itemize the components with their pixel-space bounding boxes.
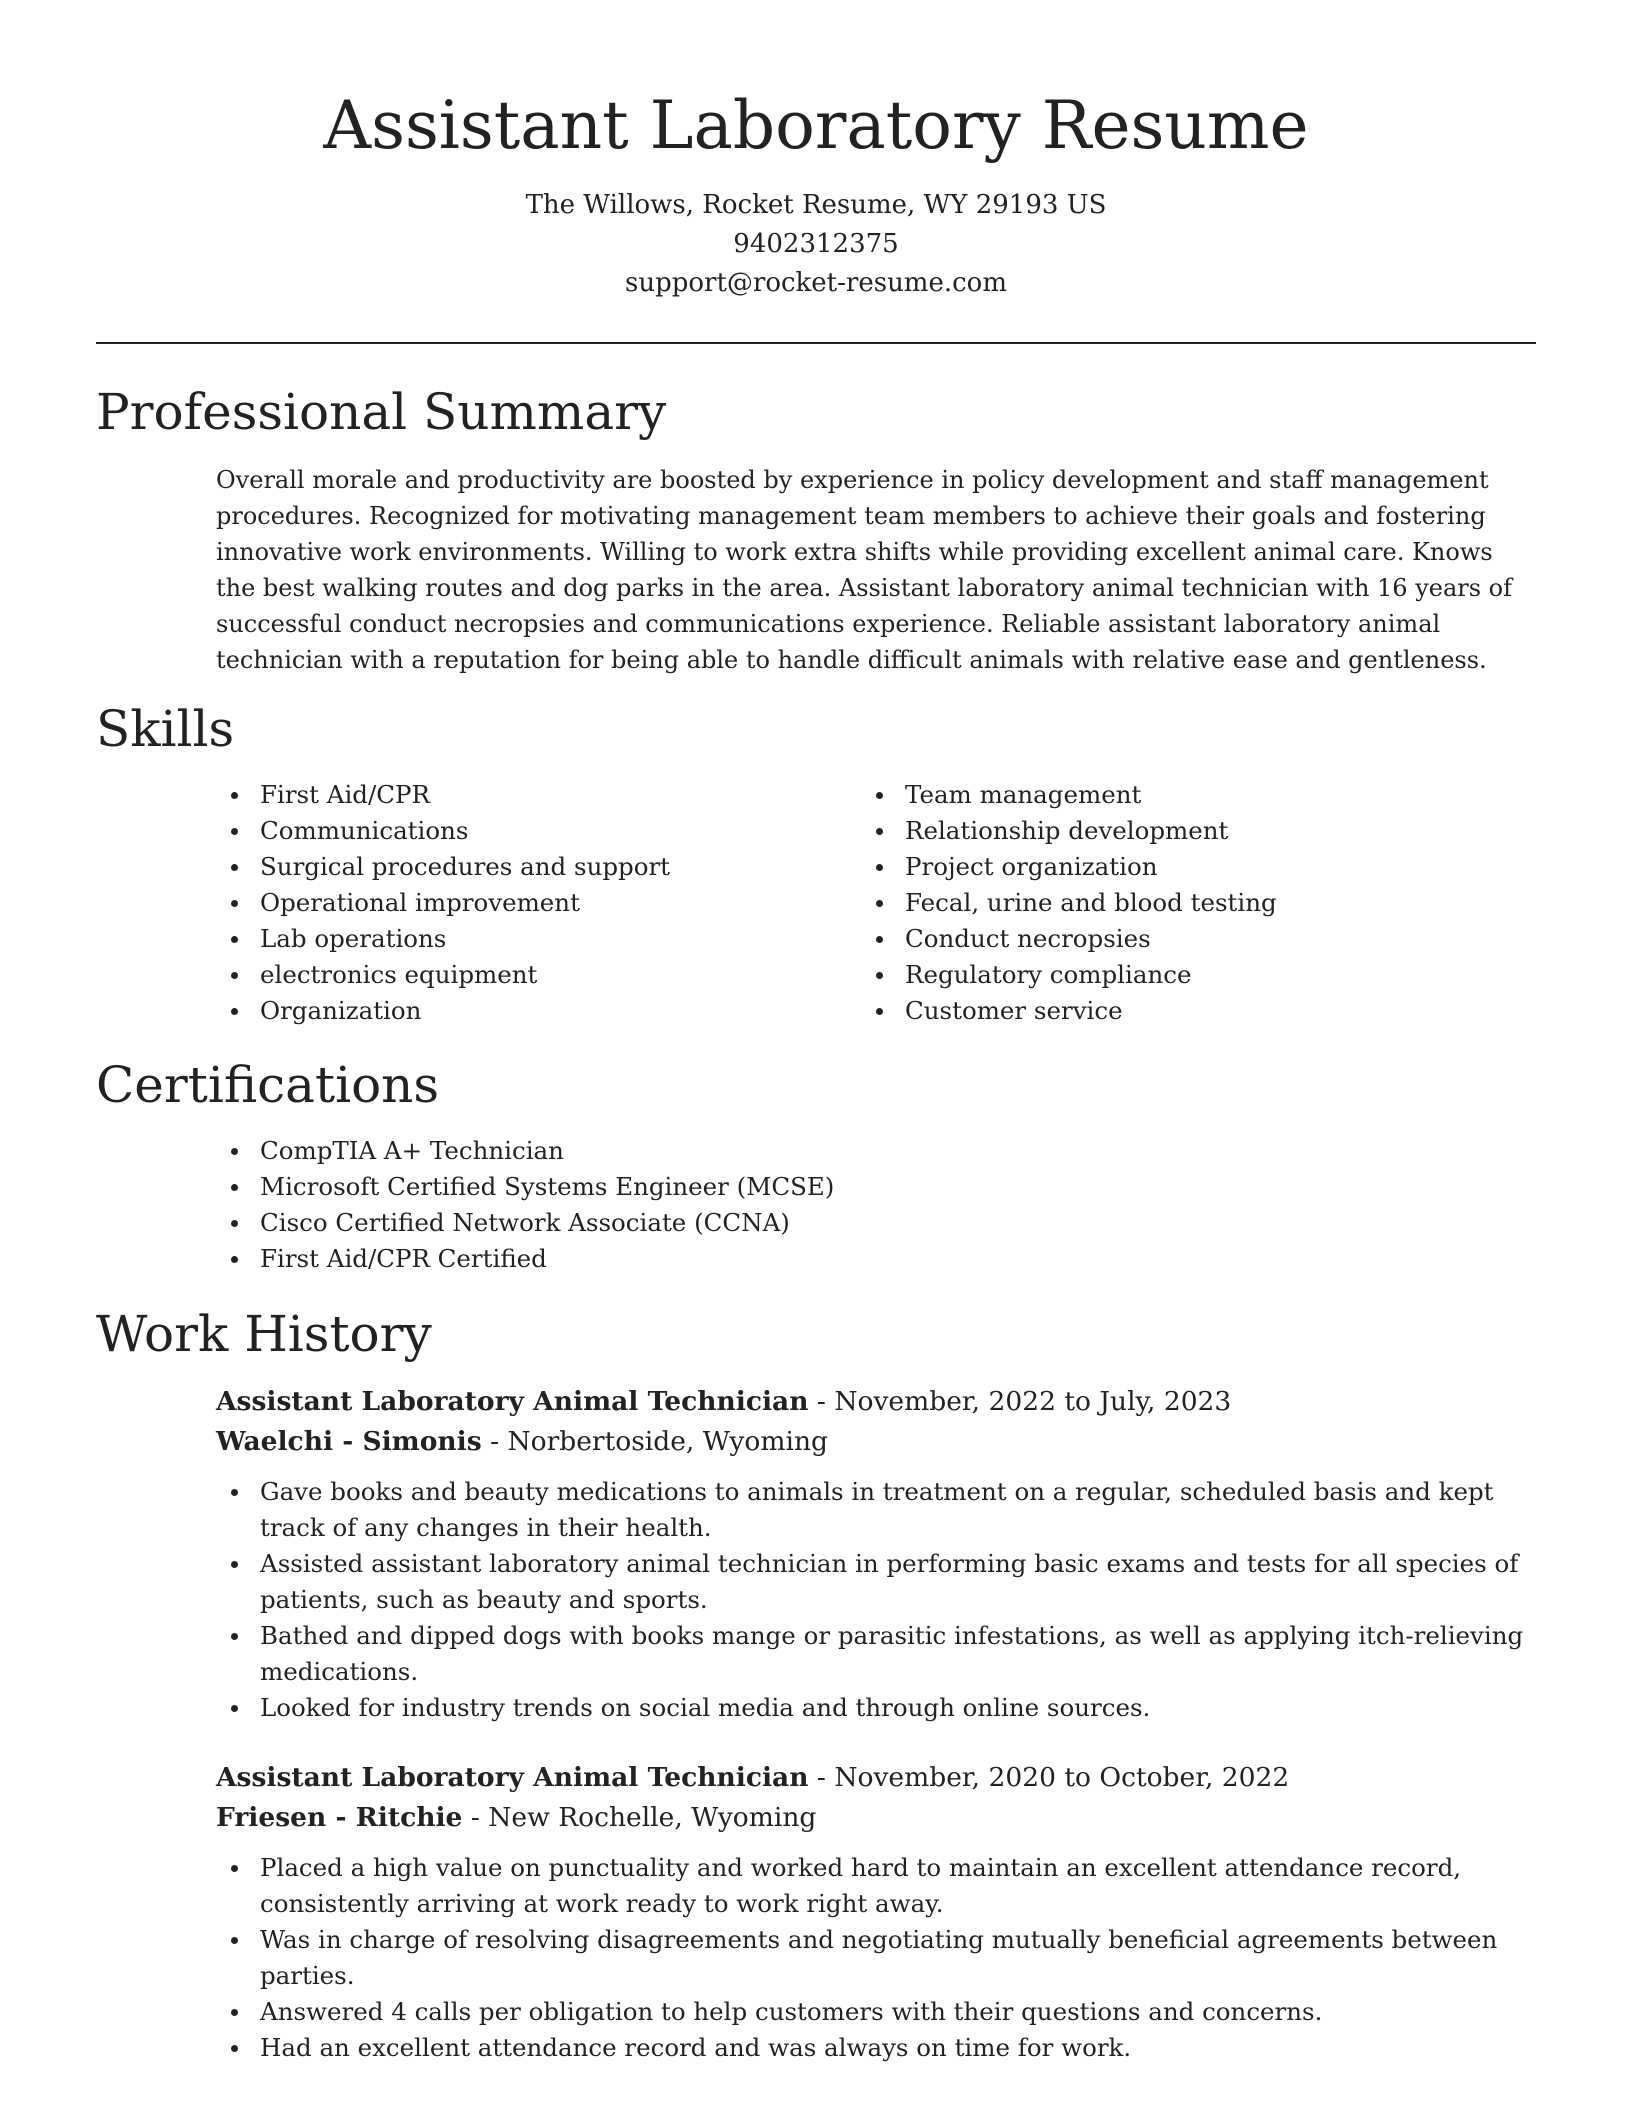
- skill-item: Surgical procedures and support: [216, 849, 816, 885]
- job-company: Friesen - Ritchie: [216, 1802, 463, 1833]
- skill-item: Communications: [216, 813, 816, 849]
- job-title: Assistant Laboratory Animal Technician: [216, 1762, 809, 1793]
- job-title-line: [216, 1758, 1536, 1798]
- separator: -: [481, 1426, 508, 1457]
- skill-item: electronics equipment: [216, 957, 816, 993]
- contact-phone: 9402312375: [733, 229, 899, 259]
- contact-address: The Willows, Rocket Resume, WY 29193 US: [525, 190, 1107, 220]
- certification-item: Cisco Certified Network Associate (CCNA): [216, 1205, 1536, 1241]
- skill-item: Conduct necropsies: [861, 921, 1461, 957]
- skill-item: Organization: [216, 993, 816, 1029]
- job-location: New Rochelle, Wyoming: [488, 1802, 817, 1833]
- certification-item: CompTIA A+ Technician: [216, 1133, 1536, 1169]
- job-title-line: [216, 1382, 1536, 1422]
- job-duty: Bathed and dipped dogs with books mange or parasitic infestations, as well as applying itch-relieving medications.: [216, 1618, 1536, 1690]
- certification-item: Microsoft Certified Systems Engineer (MCSE): [216, 1169, 1536, 1205]
- skills-list-left: [216, 777, 816, 1029]
- job-title: Assistant Laboratory Animal Technician: [216, 1386, 809, 1417]
- work-history-heading: Work History: [96, 1305, 432, 1363]
- contact-info: [96, 186, 1536, 303]
- job-duty: Answered 4 calls per obligation to help customers with their questions and concerns.: [216, 1994, 1536, 2030]
- job-duty: Placed a high value on punctuality and worked hard to maintain an excellent attendance record, consistently arriving at work ready to work right away.: [216, 1850, 1536, 1922]
- job-duty: Assisted assistant laboratory animal technician in performing basic exams and tests for all species of patients, such as beauty and sports.: [216, 1546, 1536, 1618]
- job-company: Waelchi - Simonis: [216, 1426, 482, 1457]
- separator: -: [462, 1802, 489, 1833]
- job-duties-list: [216, 1850, 1536, 2066]
- contact-email: support@rocket-resume.com: [624, 268, 1007, 298]
- separator: -: [808, 1386, 835, 1417]
- skill-item: First Aid/CPR: [216, 777, 816, 813]
- skill-item: Team management: [861, 777, 1461, 813]
- job-location: Norbertoside, Wyoming: [507, 1426, 828, 1457]
- skill-item: Relationship development: [861, 813, 1461, 849]
- skill-item: Regulatory compliance: [861, 957, 1461, 993]
- job-entry: [216, 1758, 1536, 2066]
- certification-item: First Aid/CPR Certified: [216, 1241, 1536, 1277]
- header-divider: [96, 342, 1536, 344]
- job-duty: Was in charge of resolving disagreements and negotiating mutually beneficial agreements between parties.: [216, 1922, 1536, 1994]
- job-duty: Had an excellent attendance record and was always on time for work.: [216, 2030, 1536, 2066]
- job-company-line: [216, 1422, 1536, 1462]
- resume-title: Assistant Laboratory Resume: [323, 87, 1309, 164]
- resume-header: [96, 78, 1536, 303]
- job-duty: Looked for industry trends on social media and through online sources.: [216, 1690, 1536, 1726]
- job-dates: November, 2022 to July, 2023: [834, 1386, 1232, 1417]
- skill-item: Fecal, urine and blood testing: [861, 885, 1461, 921]
- job-entry: [216, 1382, 1536, 1726]
- skill-item: Project organization: [861, 849, 1461, 885]
- job-duty: Gave books and beauty medications to animals in treatment on a regular, scheduled basis and kept track of any changes in their health.: [216, 1474, 1536, 1546]
- skills-list-right: [861, 777, 1461, 1029]
- summary-text: Overall morale and productivity are boosted by experience in policy development and staff management procedures. Recognized for motivating management team members to achieve their goals and fostering innovative work environments. Willing to work extra shifts while providing excellent animal care. Knows the best walking routes and dog parks in the area. Assistant laboratory animal technician with 16 years of successful conduct necropsies and communications experience. Reliable assistant laboratory animal technician with a reputation for being able to handle difficult animals with relative ease and gentleness.: [216, 466, 1513, 674]
- separator: -: [808, 1762, 835, 1793]
- skills-heading: Skills: [96, 700, 235, 758]
- job-duties-list: [216, 1474, 1536, 1726]
- job-company-line: [216, 1798, 1536, 1838]
- skill-item: Lab operations: [216, 921, 816, 957]
- job-dates: November, 2020 to October, 2022: [834, 1762, 1290, 1793]
- skill-item: Operational improvement: [216, 885, 816, 921]
- certifications-heading: Certifications: [96, 1056, 440, 1114]
- summary-heading: Professional Summary: [96, 383, 667, 441]
- certifications-list: [216, 1133, 1536, 1277]
- skill-item: Customer service: [861, 993, 1461, 1029]
